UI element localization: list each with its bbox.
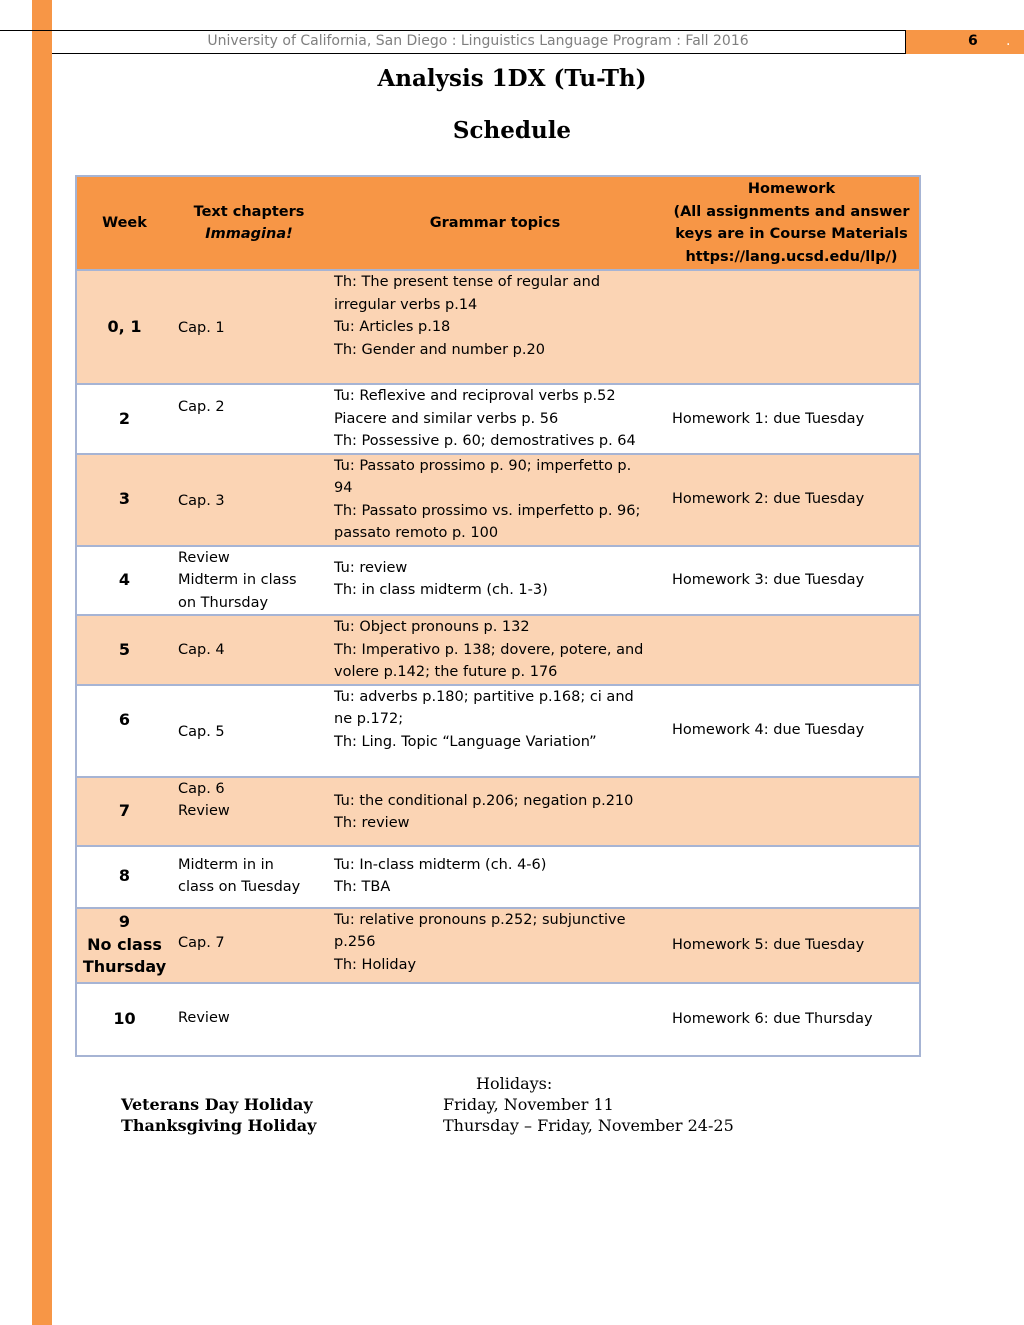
grammar-cell	[326, 384, 664, 454]
grammar-line: irregular verbs p.14	[334, 296, 478, 313]
grammar-line: Tu: Articles p.18	[334, 319, 451, 335]
week-label: 5	[118, 639, 131, 659]
header-grammar: Grammar topics	[326, 176, 664, 270]
homework-cell	[664, 270, 920, 384]
homework-cell	[664, 685, 920, 777]
week-label: 9	[118, 912, 131, 932]
grammar-line: ne p.172;	[334, 711, 404, 727]
week-cell	[76, 454, 172, 546]
chapters-cell	[172, 270, 326, 384]
page-number-dot: .	[1006, 33, 1011, 49]
week-cell	[76, 615, 172, 685]
week-label: 2	[118, 408, 131, 428]
holiday-date: Thursday – Friday, November 24-25	[443, 1116, 734, 1135]
chapters-cell	[172, 546, 326, 616]
chapter-line: class on Tuesday	[178, 879, 301, 895]
week-label: 4	[118, 570, 131, 589]
week-label: 0, 1	[107, 316, 142, 336]
homework-cell	[664, 846, 920, 908]
homework-cell	[664, 615, 920, 685]
week-cell	[76, 908, 172, 983]
side-accent-bar	[32, 0, 52, 1325]
week-label: 6	[118, 709, 131, 729]
grammar-line: Tu: In-class midterm (ch. 4-6)	[334, 856, 547, 873]
homework-text: Homework 3: due Tuesday	[672, 572, 865, 588]
chapter-line: Cap. 1	[178, 320, 225, 336]
homework-cell	[664, 384, 920, 454]
table-row	[76, 777, 920, 846]
homework-cell	[664, 454, 920, 546]
grammar-cell	[326, 777, 664, 846]
week-label: 7	[118, 800, 131, 820]
document-title: Analysis 1DX (Tu-Th)	[377, 65, 647, 92]
page-header	[0, 30, 1024, 54]
grammar-line: passato remoto p. 100	[334, 525, 499, 541]
page-number: 6	[968, 33, 978, 49]
table-row	[76, 685, 920, 777]
table-row	[76, 454, 920, 546]
grammar-line: Tu: relative pronouns p.252; subjunctive	[334, 911, 626, 928]
header-homework: Homework (All assignments and answer keys are in Course Materials https://lang.ucsd.edu/llp/)	[664, 176, 920, 270]
header-chapters: Text chapters Immagina!	[172, 176, 326, 270]
chapter-line: on Thursday	[178, 594, 269, 611]
grammar-cell	[326, 546, 664, 616]
chapters-cell	[172, 615, 326, 685]
holiday-name: Veterans Day Holiday	[121, 1095, 313, 1114]
grammar-line: Tu: review	[334, 559, 408, 576]
week-cell	[76, 270, 172, 384]
week-label: No class	[87, 934, 162, 954]
document-subtitle: Schedule	[452, 117, 572, 144]
grammar-cell	[326, 454, 664, 546]
table-row	[76, 384, 920, 454]
grammar-cell	[326, 615, 664, 685]
grammar-cell	[326, 846, 664, 908]
table-row	[76, 908, 920, 983]
chapters-cell	[172, 908, 326, 983]
week-cell	[76, 777, 172, 846]
week-cell	[76, 384, 172, 454]
week-cell	[76, 685, 172, 777]
page-number-box	[905, 30, 1024, 54]
homework-cell	[664, 983, 920, 1056]
grammar-line: Th: The present tense of regular and	[334, 274, 601, 290]
grammar-line: Tu: the conditional p.206; negation p.210	[334, 792, 634, 809]
grammar-line: Th: Holiday	[334, 956, 417, 973]
grammar-line: Th: Passato prossimo vs. imperfetto p. 96;	[334, 502, 641, 519]
grammar-line: Th: in class midterm (ch. 1-3)	[334, 582, 548, 598]
grammar-line: Piacere and similar verbs p. 56	[334, 410, 559, 427]
grammar-line: Tu: Passato prossimo p. 90; imperfetto p.	[334, 457, 632, 474]
table-row	[76, 546, 920, 616]
chapter-line: Cap. 5	[178, 723, 225, 740]
homework-text: Homework 6: due Thursday	[672, 1010, 873, 1027]
header-text: University of California, San Diego : Linguistics Language Program : Fall 2016	[207, 33, 749, 49]
chapter-line: Cap. 3	[178, 492, 225, 509]
holidays-title: Holidays:	[476, 1074, 553, 1093]
grammar-line: volere p.142; the future p. 176	[334, 664, 558, 680]
header-bottom-rule	[52, 53, 1024, 54]
chapters-cell	[172, 846, 326, 908]
grammar-line: 94	[334, 480, 353, 496]
homework-text: Homework 4: due Tuesday	[672, 722, 865, 739]
grammar-line: Tu: adverbs p.180; partitive p.168; ci and	[334, 688, 634, 705]
grammar-line: Tu: Object pronouns p. 132	[334, 619, 530, 635]
header-top-rule	[0, 30, 1024, 31]
homework-text: Homework 5: due Tuesday	[672, 936, 865, 953]
homework-cell	[664, 908, 920, 983]
chapters-cell	[172, 384, 326, 454]
chapter-line: Midterm in class	[178, 572, 297, 588]
chapter-line: Cap. 2	[178, 399, 225, 415]
grammar-line: Tu: Reflexive and reciproval verbs p.52	[334, 388, 616, 404]
grammar-line: p.256	[334, 934, 376, 950]
chapter-line: Review	[178, 549, 230, 566]
holiday-name: Thanksgiving Holiday	[121, 1116, 317, 1135]
week-cell	[76, 546, 172, 616]
week-label: 3	[118, 489, 131, 509]
table-row	[76, 846, 920, 908]
header-week: Week	[76, 176, 172, 270]
table-header-row	[76, 176, 920, 270]
chapter-line: Review	[178, 1009, 230, 1026]
table-row	[76, 983, 920, 1056]
chapter-line: Cap. 4	[178, 642, 225, 658]
chapters-cell	[172, 685, 326, 777]
chapter-line: Cap. 7	[178, 934, 225, 951]
grammar-cell	[326, 685, 664, 777]
chapter-line: Review	[178, 803, 230, 819]
grammar-line: Th: review	[334, 815, 410, 831]
holiday-date: Friday, November 11	[443, 1095, 614, 1114]
homework-text: Homework 2: due Tuesday	[672, 491, 865, 508]
grammar-line: Th: Possessive p. 60; demostratives p. 64	[334, 433, 636, 449]
week-cell	[76, 983, 172, 1056]
homework-text: Homework 1: due Tuesday	[672, 410, 865, 427]
chapters-cell	[172, 983, 326, 1056]
schedule-table	[75, 175, 921, 1057]
grammar-cell	[326, 983, 664, 1056]
table-row	[76, 615, 920, 685]
homework-cell	[664, 546, 920, 616]
grammar-line: Th: Imperativo p. 138; dovere, potere, and	[334, 641, 644, 658]
grammar-line: Th: Gender and number p.20	[334, 341, 545, 358]
homework-cell	[664, 777, 920, 846]
chapter-line: Cap. 6	[178, 780, 225, 797]
chapter-line: Midterm in in	[178, 856, 274, 873]
grammar-line: Th: TBA	[334, 879, 391, 895]
week-label: 8	[118, 866, 131, 886]
week-cell	[76, 846, 172, 908]
grammar-line: Th: Ling. Topic “Language Variation”	[334, 733, 597, 750]
grammar-cell	[326, 908, 664, 983]
chapters-cell	[172, 777, 326, 846]
table-row	[76, 270, 920, 384]
chapters-cell	[172, 454, 326, 546]
grammar-cell	[326, 270, 664, 384]
week-label: 10	[113, 1008, 136, 1028]
week-label: Thursday	[82, 957, 167, 977]
